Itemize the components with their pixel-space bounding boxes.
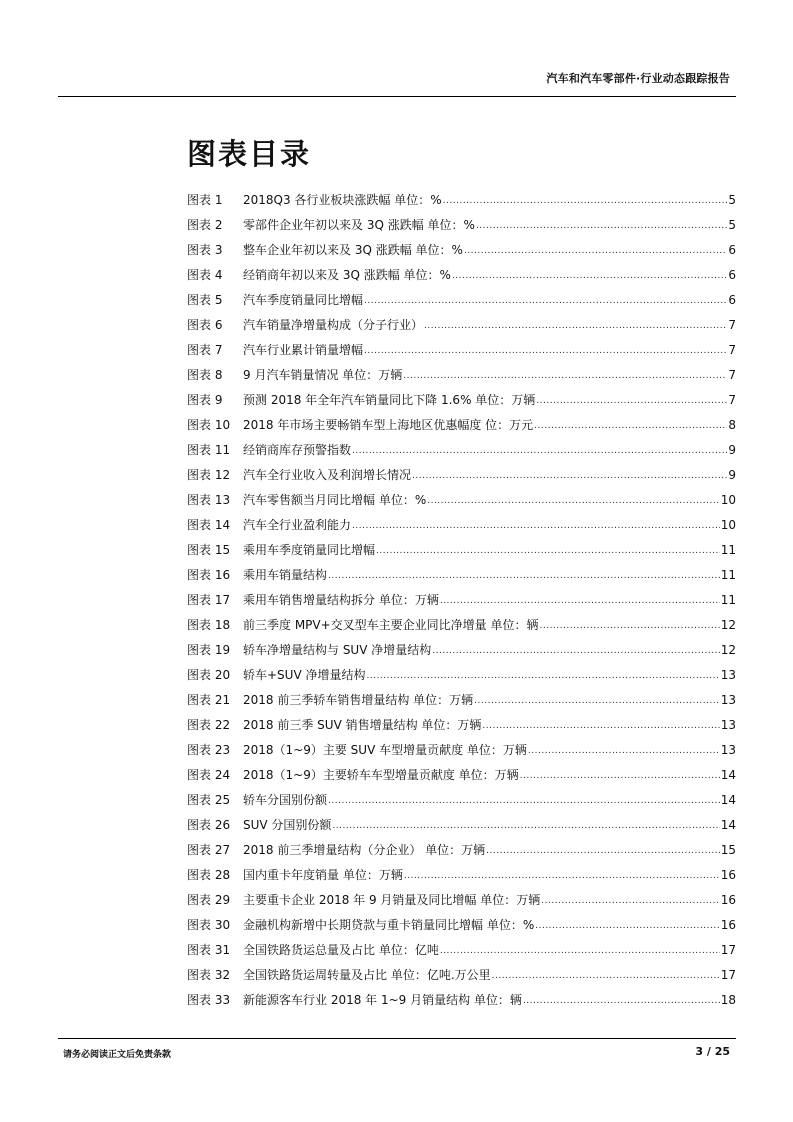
toc-dot-leader <box>486 844 720 856</box>
toc-dot-leader <box>440 944 720 956</box>
toc-entry[interactable] <box>187 937 736 962</box>
toc-entry[interactable] <box>187 612 736 637</box>
toc-entry[interactable] <box>187 637 736 662</box>
toc-entry-title: 零部件企业年初以来及 3Q 涨跌幅 单位：% <box>243 218 475 232</box>
toc-entry[interactable] <box>187 312 736 337</box>
toc-entry-label: 图表 8 <box>187 368 223 382</box>
toc-entry-page: 10 <box>720 492 736 507</box>
toc-entry-label: 图表 22 <box>187 718 231 732</box>
toc-entry-label: 图表 25 <box>187 793 231 807</box>
toc-entry[interactable] <box>187 887 736 912</box>
toc-entry[interactable] <box>187 762 736 787</box>
toc-entry-page: 5 <box>728 192 736 207</box>
toc-dot-leader <box>539 619 719 631</box>
toc-entry-page: 6 <box>728 292 736 307</box>
toc-entry[interactable] <box>187 387 736 412</box>
toc-entry-page: 6 <box>728 267 736 282</box>
toc-entry-label: 图表 33 <box>187 993 231 1007</box>
toc-entry[interactable] <box>187 962 736 987</box>
toc-entry-title: 9 月汽车销量情况 单位：万辆 <box>243 368 403 382</box>
toc-entry[interactable] <box>187 237 736 262</box>
toc-entry-page: 14 <box>720 792 736 807</box>
toc-entry-page: 12 <box>720 642 736 657</box>
toc-entry-title: 轿车+SUV 净增量结构 <box>243 668 366 682</box>
toc-entry-label: 图表 26 <box>187 818 231 832</box>
toc-dot-leader <box>520 769 720 781</box>
toc-entry-label: 图表 12 <box>187 468 231 482</box>
toc-entry-label: 图表 18 <box>187 618 231 632</box>
toc-entry-title: 国内重卡年度销量 单位：万辆 <box>243 868 403 882</box>
toc-entry-page: 13 <box>720 742 736 757</box>
toc-entry-title: 经销商库存预警指数 <box>243 443 352 457</box>
toc-dot-leader <box>534 419 727 431</box>
toc-entry-title: 经销商年初以来及 3Q 涨跌幅 单位：% <box>243 268 451 282</box>
toc-entry-page: 17 <box>720 967 736 982</box>
toc-entry-page: 9 <box>728 442 736 457</box>
toc-entry-label: 图表 24 <box>187 768 231 782</box>
toc-entry-label: 图表 13 <box>187 493 231 507</box>
toc-dot-leader <box>541 894 719 906</box>
toc-entry-page: 7 <box>728 367 736 382</box>
toc-entry-page: 18 <box>720 992 736 1007</box>
toc-entry[interactable] <box>187 837 736 862</box>
toc-entry-label: 图表 3 <box>187 243 223 257</box>
toc-entry[interactable] <box>187 262 736 287</box>
toc-entry[interactable] <box>187 187 736 212</box>
toc-entry[interactable] <box>187 687 736 712</box>
toc-entry-page: 17 <box>720 942 736 957</box>
toc-entry-page: 13 <box>720 667 736 682</box>
toc-entry-page: 14 <box>720 767 736 782</box>
toc-entry-label: 图表 29 <box>187 893 231 907</box>
toc-entry-page: 10 <box>720 517 736 532</box>
toc-entry-page: 13 <box>720 717 736 732</box>
toc-dot-leader <box>364 294 727 306</box>
toc-dot-leader <box>364 344 727 356</box>
toc-dot-leader <box>427 494 720 506</box>
toc-dot-leader <box>432 644 719 656</box>
toc-entry-label: 图表 5 <box>187 293 223 307</box>
toc-entry[interactable] <box>187 737 736 762</box>
toc-entry-title: 2018 年市场主要畅销车型上海地区优惠幅度 位：万元 <box>243 418 534 432</box>
toc-entry[interactable] <box>187 787 736 812</box>
toc-entry-title: 主要重卡企业 2018 年 9 月销量及同比增幅 单位：万辆 <box>243 893 541 907</box>
toc-entry-title: 整车企业年初以来及 3Q 涨跌幅 单位：% <box>243 243 463 257</box>
toc-entry-label: 图表 30 <box>187 918 231 932</box>
toc-entry-page: 16 <box>720 867 736 882</box>
toc-dot-leader <box>403 369 727 381</box>
toc-entry-title: SUV 分国别份额 <box>243 818 332 832</box>
toc-entry-label: 图表 17 <box>187 593 231 607</box>
toc-entry-label: 图表 14 <box>187 518 231 532</box>
toc-entry-label: 图表 1 <box>187 193 223 207</box>
toc-dot-leader <box>452 269 727 281</box>
toc-entry-label: 图表 7 <box>187 343 223 357</box>
toc-entry[interactable] <box>187 487 736 512</box>
toc-entry-label: 图表 21 <box>187 693 231 707</box>
toc-entry[interactable] <box>187 362 736 387</box>
toc-entry-page: 7 <box>728 342 736 357</box>
toc-entry-label: 图表 4 <box>187 268 223 282</box>
toc-entry-label: 图表 23 <box>187 743 231 757</box>
toc-entry[interactable] <box>187 712 736 737</box>
toc-entry-page: 16 <box>720 892 736 907</box>
toc-entry-title: 轿车分国别份额 <box>243 793 328 807</box>
toc-entry[interactable] <box>187 987 736 1012</box>
toc-dot-leader <box>443 194 728 206</box>
toc-entry-label: 图表 15 <box>187 543 231 557</box>
toc-dot-leader <box>536 394 727 406</box>
toc-entry[interactable] <box>187 587 736 612</box>
toc-entry-label: 图表 28 <box>187 868 231 882</box>
toc-entry[interactable] <box>187 512 736 537</box>
toc-dot-leader <box>482 719 719 731</box>
toc-dot-leader <box>440 594 720 606</box>
toc-entry-label: 图表 16 <box>187 568 231 582</box>
toc-entry-title: 乘用车销量结构 <box>243 568 328 582</box>
toc-entry-page: 14 <box>720 817 736 832</box>
toc-entry[interactable] <box>187 287 736 312</box>
toc-dot-leader <box>474 694 720 706</box>
toc-entry-page: 8 <box>728 417 736 432</box>
toc-entry-page: 11 <box>720 567 736 582</box>
toc-entry[interactable] <box>187 862 736 887</box>
toc-entry-title: 2018Q3 各行业板块涨跌幅 单位：% <box>243 193 442 207</box>
toc-entry-page: 15 <box>720 842 736 857</box>
toc-entry[interactable] <box>187 337 736 362</box>
toc-entry[interactable] <box>187 812 736 837</box>
toc-entry-label: 图表 27 <box>187 843 231 857</box>
toc-entry[interactable] <box>187 437 736 462</box>
toc-entry-title: 乘用车季度销量同比增幅 <box>243 543 376 557</box>
toc-entry-title: 2018 前三季轿车销售增量结构 单位：万辆 <box>243 693 474 707</box>
toc-entry-title: 金融机构新增中长期贷款与重卡销量同比增幅 单位：% <box>243 918 535 932</box>
toc-entry-label: 图表 10 <box>187 418 231 432</box>
toc-entry-title: 2018（1~9）主要轿车车型增量贡献度 单位：万辆 <box>243 768 519 782</box>
toc-dot-leader <box>376 544 720 556</box>
toc-entry-page: 12 <box>720 617 736 632</box>
toc-entry[interactable] <box>187 662 736 687</box>
toc-entry-title: 2018 前三季增量结构（分企业） 单位：万辆 <box>243 843 486 857</box>
toc-entry-title: 汽车行业累计销量增幅 <box>243 343 364 357</box>
toc-entry-page: 7 <box>728 392 736 407</box>
toc-entry-label: 图表 20 <box>187 668 231 682</box>
toc-entry[interactable] <box>187 537 736 562</box>
toc-entry[interactable] <box>187 562 736 587</box>
toc-entry-page: 6 <box>728 242 736 257</box>
toc-entry-title: 全国铁路货运周转量及占比 单位：亿吨.万公里 <box>243 968 491 982</box>
toc-dot-leader <box>424 319 727 331</box>
toc-entry[interactable] <box>187 912 736 937</box>
toc-entry[interactable] <box>187 212 736 237</box>
toc-dot-leader <box>328 794 720 806</box>
toc-dot-leader <box>332 819 719 831</box>
toc-entry-title: 2018（1~9）主要 SUV 车型增量贡献度 单位：万辆 <box>243 743 527 757</box>
toc-entry-title: 预测 2018 年全年汽车销量同比下降 1.6% 单位：万辆 <box>243 393 536 407</box>
figure-toc-list <box>187 187 736 1012</box>
toc-entry-title: 前三季度 MPV+交叉型车主要企业同比净增量 单位：辆 <box>243 618 539 632</box>
toc-dot-leader <box>366 669 719 681</box>
toc-entry-title: 全国铁路货运总量及占比 单位：亿吨 <box>243 943 439 957</box>
toc-entry-title: 新能源客车行业 2018 年 1~9 月销量结构 单位：辆 <box>243 993 522 1007</box>
toc-dot-leader <box>352 519 720 531</box>
toc-entry-page: 16 <box>720 917 736 932</box>
toc-entry-label: 图表 32 <box>187 968 231 982</box>
toc-entry-title: 乘用车销售增量结构拆分 单位：万辆 <box>243 593 439 607</box>
toc-entry-title: 汽车季度销量同比增幅 <box>243 293 364 307</box>
toc-entry-page: 5 <box>728 217 736 232</box>
toc-entry-label: 图表 19 <box>187 643 231 657</box>
toc-dot-leader <box>535 919 719 931</box>
toc-entry-title: 汽车零售额当月同比增幅 单位：% <box>243 493 427 507</box>
toc-entry-label: 图表 9 <box>187 393 223 407</box>
toc-dot-leader <box>523 994 720 1006</box>
toc-entry[interactable] <box>187 412 736 437</box>
toc-entry-label: 图表 2 <box>187 218 223 232</box>
report-header-title: 汽车和汽车零部件·行业动态跟踪报告 <box>546 72 730 85</box>
toc-entry-page: 11 <box>720 592 736 607</box>
header-divider <box>58 96 736 97</box>
toc-entry-title: 汽车销量净增量构成（分子行业） <box>243 318 424 332</box>
toc-entry-title: 轿车净增量结构与 SUV 净增量结构 <box>243 643 432 657</box>
toc-entry[interactable] <box>187 462 736 487</box>
toc-entry-title: 汽车全行业收入及利润增长情况 <box>243 468 412 482</box>
toc-entry-label: 图表 6 <box>187 318 223 332</box>
footer-disclaimer: 请务必阅读正文后免责条款 <box>63 1050 172 1060</box>
toc-dot-leader <box>528 744 720 756</box>
toc-entry-label: 图表 31 <box>187 943 231 957</box>
toc-entry-title: 汽车全行业盈利能力 <box>243 518 352 532</box>
toc-dot-leader <box>412 469 727 481</box>
toc-entry-page: 13 <box>720 692 736 707</box>
toc-dot-leader <box>464 244 727 256</box>
toc-dot-leader <box>352 444 727 456</box>
toc-dot-leader <box>476 219 727 231</box>
toc-dot-leader <box>404 869 720 881</box>
toc-entry-page: 11 <box>720 542 736 557</box>
page-title: 图表目录 <box>187 137 312 171</box>
toc-entry-label: 图表 11 <box>187 443 231 457</box>
toc-dot-leader <box>328 569 720 581</box>
toc-dot-leader <box>492 969 720 981</box>
footer-divider <box>58 1038 736 1039</box>
toc-entry-page: 7 <box>728 317 736 332</box>
toc-entry-page: 9 <box>728 467 736 482</box>
toc-entry-title: 2018 前三季 SUV 销售增量结构 单位：万辆 <box>243 718 482 732</box>
footer-page-number: 3 / 25 <box>695 1045 730 1058</box>
